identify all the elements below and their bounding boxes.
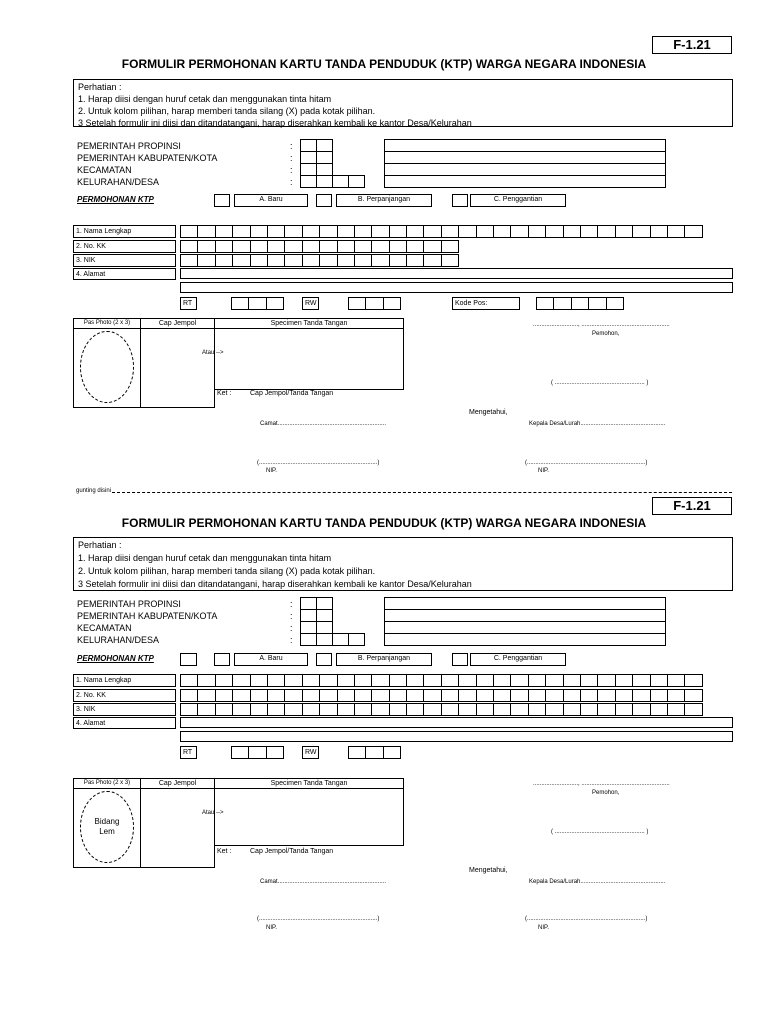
char-cell[interactable] xyxy=(180,703,198,716)
char-cell[interactable] xyxy=(232,225,250,238)
char-cell[interactable] xyxy=(180,240,198,253)
nik-cells[interactable] xyxy=(180,254,459,267)
char-cell[interactable] xyxy=(606,297,624,310)
camat-nip: NIP. xyxy=(266,468,277,474)
char-cell[interactable] xyxy=(267,240,285,253)
notice-item: 3 Setelah formulir ini diisi dan ditandatangani, harap diserahkan kembali ke kantor Desa/Kelurahan xyxy=(78,118,472,128)
notice-item: 1. Harap diisi dengan huruf cetak dan menggunakan tinta hitam xyxy=(78,94,332,104)
char-cell[interactable] xyxy=(406,703,424,716)
char-cell[interactable] xyxy=(389,689,407,702)
alamat-line-2[interactable] xyxy=(180,282,733,293)
char-cell[interactable] xyxy=(383,746,401,759)
atau-arrow: Atau --> xyxy=(202,810,224,816)
ket-text: Cap Jempol/Tanda Tangan xyxy=(250,848,334,855)
char-cell[interactable] xyxy=(284,689,302,702)
char-cell[interactable] xyxy=(423,254,441,267)
label-kelurahan: KELURAHAN/DESA xyxy=(77,635,160,645)
char-cell[interactable] xyxy=(180,225,198,238)
char-cell[interactable] xyxy=(553,297,571,310)
char-cell[interactable] xyxy=(197,240,215,253)
place-date-line: ..........................., ..................................................... xyxy=(533,781,670,787)
char-cell[interactable] xyxy=(197,225,215,238)
kepala-nip: NIP. xyxy=(538,925,549,931)
notice-item: 2. Untuk kolom pilihan, harap memberi tanda silang (X) pada kotak pilihan. xyxy=(78,566,376,576)
char-cell[interactable] xyxy=(215,225,233,238)
option-a-label: A. Baru xyxy=(234,194,308,207)
char-cell[interactable] xyxy=(302,689,320,702)
colon: : xyxy=(290,611,293,621)
char-cell[interactable] xyxy=(267,703,285,716)
char-cell[interactable] xyxy=(615,674,633,687)
char-cell[interactable] xyxy=(406,674,424,687)
char-cell[interactable] xyxy=(302,674,320,687)
kelurahan-code-cells[interactable] xyxy=(300,633,365,646)
char-cell[interactable] xyxy=(667,689,685,702)
char-cell[interactable] xyxy=(354,254,372,267)
char-cell[interactable] xyxy=(337,225,355,238)
char-cell[interactable] xyxy=(250,240,268,253)
char-cell[interactable] xyxy=(337,254,355,267)
label-kk: 2. No. KK xyxy=(73,240,176,253)
char-cell[interactable] xyxy=(231,297,249,310)
char-cell[interactable] xyxy=(632,703,650,716)
char-cell[interactable] xyxy=(266,297,284,310)
nama-cells[interactable] xyxy=(180,674,703,687)
char-cell[interactable] xyxy=(406,225,424,238)
char-cell[interactable] xyxy=(684,674,702,687)
char-cell[interactable] xyxy=(302,225,320,238)
alamat-line-2[interactable] xyxy=(180,731,733,742)
char-cell[interactable] xyxy=(389,225,407,238)
glue-area-line-1: Bidang xyxy=(94,817,120,826)
char-cell[interactable] xyxy=(371,225,389,238)
kepala-nip: NIP. xyxy=(538,468,549,474)
rw-cells[interactable] xyxy=(348,297,401,310)
char-cell[interactable] xyxy=(510,689,528,702)
char-cell[interactable] xyxy=(348,297,366,310)
char-cell[interactable] xyxy=(597,225,615,238)
colon: : xyxy=(290,141,293,151)
char-cell[interactable] xyxy=(545,689,563,702)
colon: : xyxy=(290,153,293,163)
char-cell[interactable] xyxy=(250,689,268,702)
char-cell[interactable] xyxy=(348,746,366,759)
char-cell[interactable] xyxy=(493,703,511,716)
char-cell[interactable] xyxy=(389,240,407,253)
photo-label: Pas Photo (2 x 3) xyxy=(74,779,140,789)
char-cell[interactable] xyxy=(580,689,598,702)
char-cell[interactable] xyxy=(528,703,546,716)
rt-cells[interactable] xyxy=(231,746,284,759)
colon: : xyxy=(290,165,293,175)
colon: : xyxy=(290,635,293,645)
kk-cells[interactable] xyxy=(180,689,703,702)
label-nama: 1. Nama Lengkap xyxy=(73,225,176,238)
char-cell[interactable] xyxy=(528,225,546,238)
colon: : xyxy=(290,623,293,633)
signature-specimen-label: Specimen Tanda Tangan xyxy=(215,779,403,789)
form-code: F-1.21 xyxy=(652,36,732,54)
char-cell[interactable] xyxy=(476,689,494,702)
char-cell[interactable] xyxy=(580,703,598,716)
char-cell[interactable] xyxy=(337,689,355,702)
char-cell[interactable] xyxy=(250,254,268,267)
char-cell[interactable] xyxy=(510,674,528,687)
char-cell[interactable] xyxy=(319,254,337,267)
nama-cells[interactable] xyxy=(180,225,703,238)
char-cell[interactable] xyxy=(319,240,337,253)
signature-specimen-box[interactable] xyxy=(214,318,404,390)
camat-nip: NIP. xyxy=(266,925,277,931)
place-date-line: ..........................., ..................................................... xyxy=(533,322,670,328)
char-cell[interactable] xyxy=(389,254,407,267)
char-cell[interactable] xyxy=(319,674,337,687)
label-nama: 1. Nama Lengkap xyxy=(73,674,176,687)
char-cell[interactable] xyxy=(650,689,668,702)
char-cell[interactable] xyxy=(476,703,494,716)
char-cell[interactable] xyxy=(563,689,581,702)
char-cell[interactable] xyxy=(458,225,476,238)
camat-name-line: (.......................................................................) xyxy=(257,460,380,466)
char-cell[interactable] xyxy=(389,674,407,687)
char-cell[interactable] xyxy=(354,674,372,687)
char-cell[interactable] xyxy=(197,254,215,267)
request-label: PERMOHONAN KTP xyxy=(77,654,154,663)
char-cell[interactable] xyxy=(337,674,355,687)
option-b-checkbox[interactable] xyxy=(316,194,332,207)
label-alamat: 4. Alamat xyxy=(73,268,176,280)
form-title: FORMULIR PERMOHONAN KARTU TANDA PENDUDUK (KTP) WARGA NEGARA INDONESIA xyxy=(121,516,647,530)
char-cell[interactable] xyxy=(302,703,320,716)
notice-item: 1. Harap diisi dengan huruf cetak dan menggunakan tinta hitam xyxy=(78,553,332,563)
option-blank-checkbox[interactable] xyxy=(180,653,197,666)
char-cell[interactable] xyxy=(365,746,383,759)
char-cell[interactable] xyxy=(180,689,198,702)
char-cell[interactable] xyxy=(250,674,268,687)
photo-oval xyxy=(80,331,134,403)
notice-heading: Perhatian : xyxy=(78,540,122,550)
char-cell[interactable] xyxy=(476,225,494,238)
char-cell[interactable] xyxy=(302,240,320,253)
char-cell[interactable] xyxy=(441,225,459,238)
camat-line: Camat................................................................. xyxy=(260,879,387,885)
nik-cells[interactable] xyxy=(180,703,703,716)
char-cell[interactable] xyxy=(458,703,476,716)
label-kode-pos: Kode Pos: xyxy=(452,297,520,310)
char-cell[interactable] xyxy=(423,689,441,702)
char-cell[interactable] xyxy=(545,225,563,238)
char-cell[interactable] xyxy=(284,254,302,267)
signature-specimen-box[interactable] xyxy=(214,778,404,846)
photo-box xyxy=(73,318,141,408)
char-cell[interactable] xyxy=(354,225,372,238)
glue-area-label xyxy=(80,817,134,837)
option-a-checkbox[interactable] xyxy=(214,194,230,207)
char-cell[interactable] xyxy=(632,689,650,702)
char-cell[interactable] xyxy=(545,703,563,716)
char-cell[interactable] xyxy=(231,746,249,759)
notice-item: 3 Setelah formulir ini diisi dan ditandatangani, harap diserahkan kembali ke kantor Desa/Kelurahan xyxy=(78,579,472,589)
char-cell[interactable] xyxy=(528,689,546,702)
char-cell[interactable] xyxy=(354,689,372,702)
mengetahui-label: Mengetahui, xyxy=(469,867,508,874)
char-cell[interactable] xyxy=(197,703,215,716)
atau-arrow: Atau --> xyxy=(202,350,224,356)
label-kecamatan: KECAMATAN xyxy=(77,623,132,633)
label-kecamatan: KECAMATAN xyxy=(77,165,132,175)
char-cell[interactable] xyxy=(650,674,668,687)
label-propinsi: PEMERINTAH PROPINSI xyxy=(77,141,181,151)
char-cell[interactable] xyxy=(267,689,285,702)
photo-box xyxy=(73,778,141,868)
char-cell[interactable] xyxy=(284,240,302,253)
request-label: PERMOHONAN KTP xyxy=(77,195,154,204)
kelurahan-code-cells[interactable] xyxy=(300,175,365,188)
thumbprint-label: Cap Jempol xyxy=(141,779,214,789)
char-cell[interactable] xyxy=(536,297,554,310)
char-cell[interactable] xyxy=(667,703,685,716)
char-cell[interactable] xyxy=(284,674,302,687)
char-cell[interactable] xyxy=(545,674,563,687)
pemohon-label: Pemohon, xyxy=(592,331,620,337)
thumbprint-label: Cap Jempol xyxy=(141,319,214,329)
kepala-desa-line: Kepala Desa/Lurah................................................... xyxy=(529,421,666,427)
char-cell[interactable] xyxy=(319,703,337,716)
rw-cells[interactable] xyxy=(348,746,401,759)
char-cell[interactable] xyxy=(667,225,685,238)
cut-line xyxy=(112,492,732,493)
char-cell[interactable] xyxy=(667,674,685,687)
char-cell[interactable] xyxy=(597,689,615,702)
char-cell[interactable] xyxy=(493,674,511,687)
char-cell[interactable] xyxy=(354,240,372,253)
option-a-label: A. Baru xyxy=(234,653,308,666)
char-cell[interactable] xyxy=(441,240,459,253)
char-cell[interactable] xyxy=(684,689,702,702)
char-cell[interactable] xyxy=(319,689,337,702)
option-c-checkbox[interactable] xyxy=(452,194,468,207)
kk-cells[interactable] xyxy=(180,240,459,253)
ket-text: Cap Jempol/Tanda Tangan xyxy=(250,390,334,397)
char-cell[interactable] xyxy=(441,689,459,702)
char-cell[interactable] xyxy=(267,674,285,687)
thumbprint-box[interactable] xyxy=(140,318,215,408)
notice-heading: Perhatian : xyxy=(78,82,122,92)
char-cell[interactable] xyxy=(563,674,581,687)
char-cell[interactable] xyxy=(232,689,250,702)
char-cell[interactable] xyxy=(510,703,528,716)
glue-area-line-2: Lem xyxy=(99,827,115,836)
char-cell[interactable] xyxy=(563,225,581,238)
option-c-label: C. Penggantian xyxy=(470,194,566,207)
char-cell[interactable] xyxy=(354,703,372,716)
char-cell[interactable] xyxy=(458,689,476,702)
option-b-label: B. Perpanjangan xyxy=(336,194,432,207)
colon: : xyxy=(290,177,293,187)
notice-box xyxy=(73,537,733,591)
label-nik: 3. NIK xyxy=(73,703,176,716)
char-cell[interactable] xyxy=(406,254,424,267)
char-cell[interactable] xyxy=(406,240,424,253)
char-cell[interactable] xyxy=(215,240,233,253)
char-cell[interactable] xyxy=(632,225,650,238)
char-cell[interactable] xyxy=(248,746,266,759)
char-cell[interactable] xyxy=(215,254,233,267)
char-cell[interactable] xyxy=(266,746,284,759)
camat-line: Camat................................................................. xyxy=(260,421,387,427)
char-cell[interactable] xyxy=(383,297,401,310)
char-cell[interactable] xyxy=(337,703,355,716)
char-cell[interactable] xyxy=(267,254,285,267)
alamat-line-1[interactable] xyxy=(180,268,733,279)
char-cell[interactable] xyxy=(615,703,633,716)
label-nik: 3. NIK xyxy=(73,254,176,267)
char-cell[interactable] xyxy=(476,674,494,687)
char-cell[interactable] xyxy=(580,674,598,687)
char-cell[interactable] xyxy=(597,703,615,716)
mengetahui-label: Mengetahui, xyxy=(469,409,508,416)
char-cell[interactable] xyxy=(571,297,589,310)
char-cell[interactable] xyxy=(337,240,355,253)
form-title: FORMULIR PERMOHONAN KARTU TANDA PENDUDUK (KTP) WARGA NEGARA INDONESIA xyxy=(121,57,647,71)
kepala-name-line: (.......................................................................) xyxy=(525,916,648,922)
char-cell[interactable] xyxy=(371,689,389,702)
char-cell[interactable] xyxy=(406,689,424,702)
option-c-label: C. Penggantian xyxy=(470,653,566,666)
char-cell[interactable] xyxy=(684,225,702,238)
char-cell[interactable] xyxy=(197,689,215,702)
label-rt: RT xyxy=(180,746,197,759)
label-kk: 2. No. KK xyxy=(73,689,176,702)
char-cell[interactable] xyxy=(232,240,250,253)
pemohon-name-line: ( ...................................................... ) xyxy=(551,829,649,835)
char-cell[interactable] xyxy=(250,703,268,716)
char-cell[interactable] xyxy=(563,703,581,716)
colon: : xyxy=(290,599,293,609)
alamat-line-1[interactable] xyxy=(180,717,733,728)
kepala-name-line: (.......................................................................) xyxy=(525,460,648,466)
kode-pos-cells[interactable] xyxy=(536,297,624,310)
char-cell[interactable] xyxy=(493,225,511,238)
char-cell[interactable] xyxy=(284,225,302,238)
char-cell[interactable] xyxy=(528,674,546,687)
char-cell[interactable] xyxy=(371,240,389,253)
kelurahan-name-field[interactable] xyxy=(384,175,666,188)
char-cell[interactable] xyxy=(615,225,633,238)
char-cell[interactable] xyxy=(458,674,476,687)
char-cell[interactable] xyxy=(232,254,250,267)
char-cell[interactable] xyxy=(250,225,268,238)
notice-box xyxy=(73,79,733,127)
char-cell[interactable] xyxy=(371,674,389,687)
char-cell[interactable] xyxy=(632,674,650,687)
pemohon-name-line: ( ...................................................... ) xyxy=(551,380,649,386)
char-cell[interactable] xyxy=(180,674,198,687)
char-cell[interactable] xyxy=(371,703,389,716)
notice-item: 2. Untuk kolom pilihan, harap memberi tanda silang (X) pada kotak pilihan. xyxy=(78,106,376,116)
char-cell[interactable] xyxy=(423,674,441,687)
char-cell[interactable] xyxy=(493,689,511,702)
label-rw: RW xyxy=(302,297,319,310)
char-cell[interactable] xyxy=(180,254,198,267)
char-cell[interactable] xyxy=(232,703,250,716)
char-cell[interactable] xyxy=(615,689,633,702)
thumbprint-box[interactable] xyxy=(140,778,215,868)
label-alamat: 4. Alamat xyxy=(73,717,176,729)
kelurahan-name-field[interactable] xyxy=(384,633,666,646)
label-kabupaten: PEMERINTAH KABUPATEN/KOTA xyxy=(77,611,218,621)
char-cell[interactable] xyxy=(441,703,459,716)
char-cell[interactable] xyxy=(588,297,606,310)
char-cell[interactable] xyxy=(248,297,266,310)
label-kabupaten: PEMERINTAH KABUPATEN/KOTA xyxy=(77,153,218,163)
option-c-checkbox[interactable] xyxy=(452,653,468,666)
char-cell[interactable] xyxy=(371,254,389,267)
char-cell[interactable] xyxy=(215,703,233,716)
option-b-label: B. Perpanjangan xyxy=(336,653,432,666)
label-rw: RW xyxy=(302,746,319,759)
char-cell[interactable] xyxy=(650,703,668,716)
char-cell[interactable] xyxy=(684,703,702,716)
form-code: F-1.21 xyxy=(652,497,732,515)
ket-label: Ket : xyxy=(217,848,232,855)
rt-cells[interactable] xyxy=(231,297,284,310)
char-cell[interactable] xyxy=(215,689,233,702)
char-cell[interactable] xyxy=(302,254,320,267)
kepala-desa-line: Kepala Desa/Lurah................................................... xyxy=(529,879,666,885)
char-cell[interactable] xyxy=(580,225,598,238)
ket-label: Ket : xyxy=(217,390,232,397)
pemohon-label: Pemohon, xyxy=(592,790,620,796)
char-cell[interactable] xyxy=(597,674,615,687)
char-cell[interactable] xyxy=(423,225,441,238)
char-cell[interactable] xyxy=(423,703,441,716)
char-cell[interactable] xyxy=(365,297,383,310)
char-cell[interactable] xyxy=(423,240,441,253)
char-cell[interactable] xyxy=(441,674,459,687)
option-a-checkbox[interactable] xyxy=(214,653,230,666)
char-cell[interactable] xyxy=(215,674,233,687)
label-rt: RT xyxy=(180,297,197,310)
cut-line-label: gunting disini xyxy=(76,488,112,494)
char-cell[interactable] xyxy=(232,674,250,687)
option-b-checkbox[interactable] xyxy=(316,653,332,666)
char-cell[interactable] xyxy=(441,254,459,267)
signature-specimen-label: Specimen Tanda Tangan xyxy=(215,319,403,329)
camat-name-line: (.......................................................................) xyxy=(257,916,380,922)
photo-label: Pas Photo (2 x 3) xyxy=(74,319,140,329)
char-cell[interactable] xyxy=(510,225,528,238)
char-cell[interactable] xyxy=(267,225,285,238)
label-propinsi: PEMERINTAH PROPINSI xyxy=(77,599,181,609)
char-cell[interactable] xyxy=(284,703,302,716)
char-cell[interactable] xyxy=(650,225,668,238)
char-cell[interactable] xyxy=(197,674,215,687)
label-kelurahan: KELURAHAN/DESA xyxy=(77,177,160,187)
char-cell[interactable] xyxy=(319,225,337,238)
char-cell[interactable] xyxy=(389,703,407,716)
